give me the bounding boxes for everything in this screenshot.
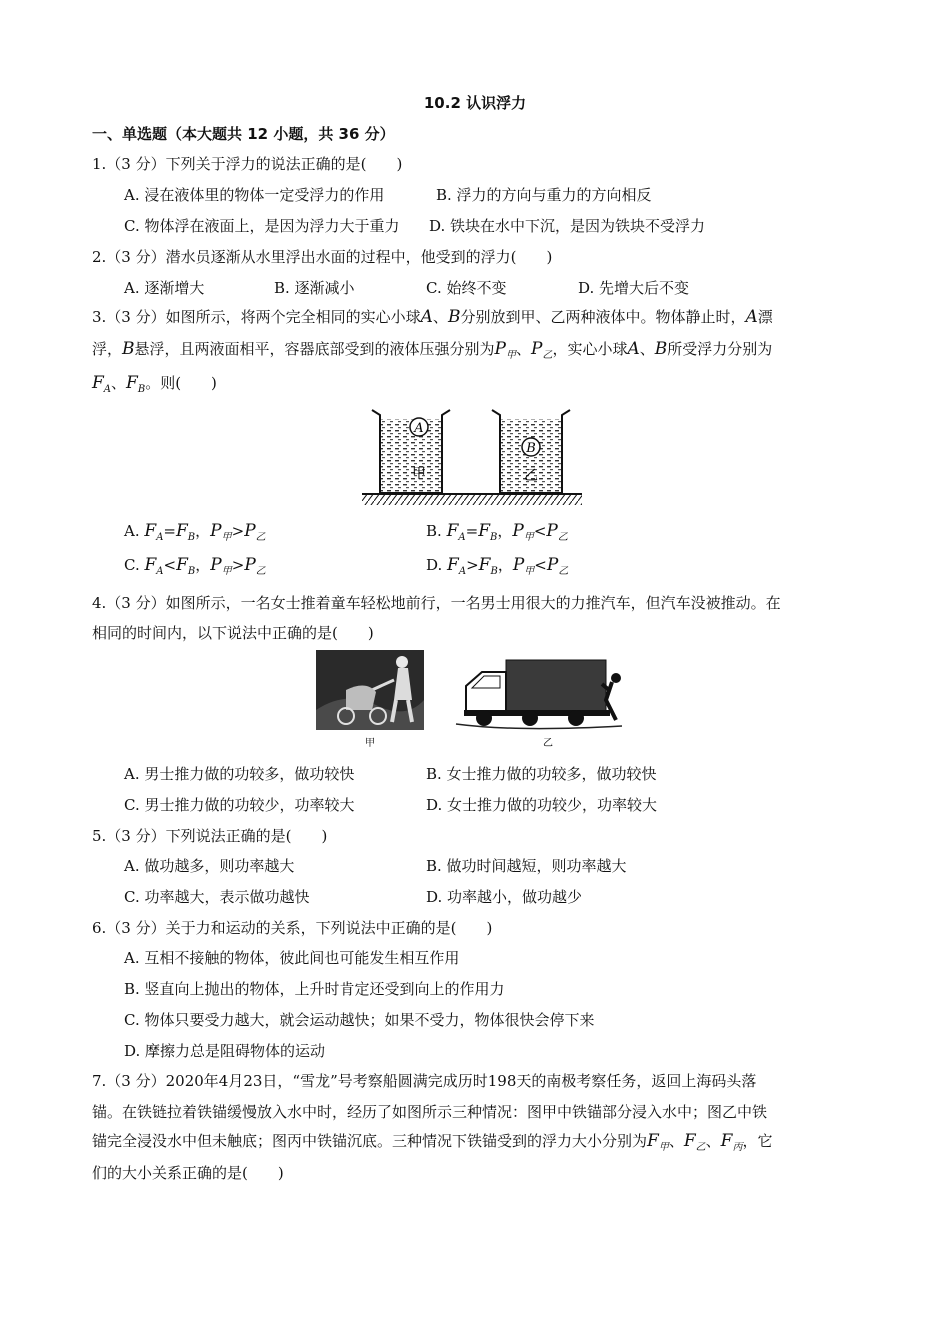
page-title: 10.2 认识浮力 [423,94,527,112]
q4-push-figure [316,650,628,752]
q7-stem-line-3: 锚完全浸没水中但未触底；图丙中铁锚沉底。三种情况下铁锚受到的浮力大小分别为$F_甲$、$F_乙$、$F_丙$，它 [92,1131,773,1153]
q3-stem-line-1: 3.（3 分）如图所示，将两个完全相同的实心小球A、B分别放到甲、乙两种液体中。物体静止时，A漂 [92,307,773,327]
q5-option-a[interactable]: A. 做功越多，则功率越大 [124,857,295,875]
q1-option-a[interactable]: A. 浸在液体里的物体一定受浮力的作用 [124,186,385,204]
beaker-jia-label: 甲 [412,466,426,482]
q3-option-a[interactable]: A. $F_A=F_B$，$P_甲>P_乙$ [124,521,266,543]
beaker-yi [492,410,570,493]
q1-stem: 1.（3 分）下列关于浮力的说法正确的是( ) [92,155,403,173]
q6-stem: 6.（3 分）关于力和运动的关系，下列说法中正确的是( ) [92,919,493,937]
q1-option-d[interactable]: D. 铁块在水中下沉，是因为铁块不受浮力 [429,217,706,235]
q1-option-b[interactable]: B. 浮力的方向与重力的方向相反 [436,186,652,204]
photo-jia-label: 甲 [365,738,375,749]
woman-stroller-photo [316,650,424,749]
drawing-yi-label: 乙 [543,738,553,749]
q6-option-a[interactable]: A. 互相不接触的物体，彼此间也可能发生相互作用 [124,949,460,967]
q2-option-a[interactable]: A. 逐渐增大 [124,279,205,297]
q5-option-c[interactable]: C. 功率越大，表示做功越快 [124,888,310,906]
beaker-jia [372,410,450,493]
beaker-yi-label: 乙 [524,468,538,484]
man-truck-drawing [456,660,622,749]
q6-option-d[interactable]: D. 摩擦力总是阻碍物体的运动 [124,1042,326,1060]
q4-stem-line-2: 相同的时间内，以下说法中正确的是( ) [92,624,374,642]
q2-option-d[interactable]: D. 先增大后不变 [578,279,690,297]
q4-option-a[interactable]: A. 男士推力做的功较多，做功较快 [124,765,355,783]
q3-option-d[interactable]: D. $F_A>F_B$，$P_甲<P_乙$ [426,555,569,577]
q7-stem-line-2: 锚。在铁链拉着铁锚缓慢放入水中时，经历了如图所示三种情况：图甲中铁锚部分浸入水中；图乙中铁 [92,1103,768,1121]
q5-option-b[interactable]: B. 做功时间越短，则功率越大 [426,857,627,875]
q3-option-b[interactable]: B. $F_A=F_B$，$P_甲<P_乙$ [426,521,568,543]
q4-option-d[interactable]: D. 女士推力做的功较少，功率较大 [426,796,658,814]
q4-option-b[interactable]: B. 女士推力做的功较多，做功较快 [426,765,657,783]
q7-stem-line-1: 7.（3 分）2020年4月23日，“雪龙”号考察船圆满完成历时198天的南极考察任务，返回上海码头落 [92,1072,757,1090]
ball-b-label: B [526,441,536,456]
q2-stem: 2.（3 分）潜水员逐渐从水里浮出水面的过程中，他受到的浮力( ) [92,248,553,266]
q7-stem-line-4: 们的大小关系正确的是( ) [92,1164,284,1182]
q4-stem-line-1: 4.（3 分）如图所示，一名女士推着童车轻松地前行，一名男士用很大的力推汽车，但汽车没被推动。在 [92,594,781,612]
q3-option-c[interactable]: C. $F_A<F_B$，$P_甲>P_乙$ [124,555,266,577]
q3-beakers-figure [362,405,582,510]
q2-option-b[interactable]: B. 逐渐减小 [274,279,355,297]
q4-option-c[interactable]: C. 男士推力做的功较少，功率较大 [124,796,355,814]
q6-option-b[interactable]: B. 竖直向上抛出的物体，上升时肯定还受到向上的作用力 [124,980,505,998]
q5-option-d[interactable]: D. 功率越小，做功越少 [426,888,583,906]
q3-stem-line-3: $F_A$、$F_B$。则( ) [92,373,217,395]
q1-option-c[interactable]: C. 物体浮在液面上，是因为浮力大于重力 [124,217,400,235]
q3-stem-line-2: 浮，B悬浮，且两液面相平，容器底部受到的液体压强分别为$P_甲$、$P_乙$，实心小球A、B所受浮力分别为 [92,339,773,361]
q2-option-c[interactable]: C. 始终不变 [426,279,507,297]
ground-hatch [362,495,582,505]
q6-option-c[interactable]: C. 物体只要受力越大，就会运动越快；如果不受力，物体很快会停下来 [124,1011,595,1029]
ball-a-label: A [414,421,424,436]
q5-stem: 5.（3 分）下列说法正确的是( ) [92,827,328,845]
section-heading: 一、单选题（本大题共 12 小题，共 36 分） [92,125,395,143]
